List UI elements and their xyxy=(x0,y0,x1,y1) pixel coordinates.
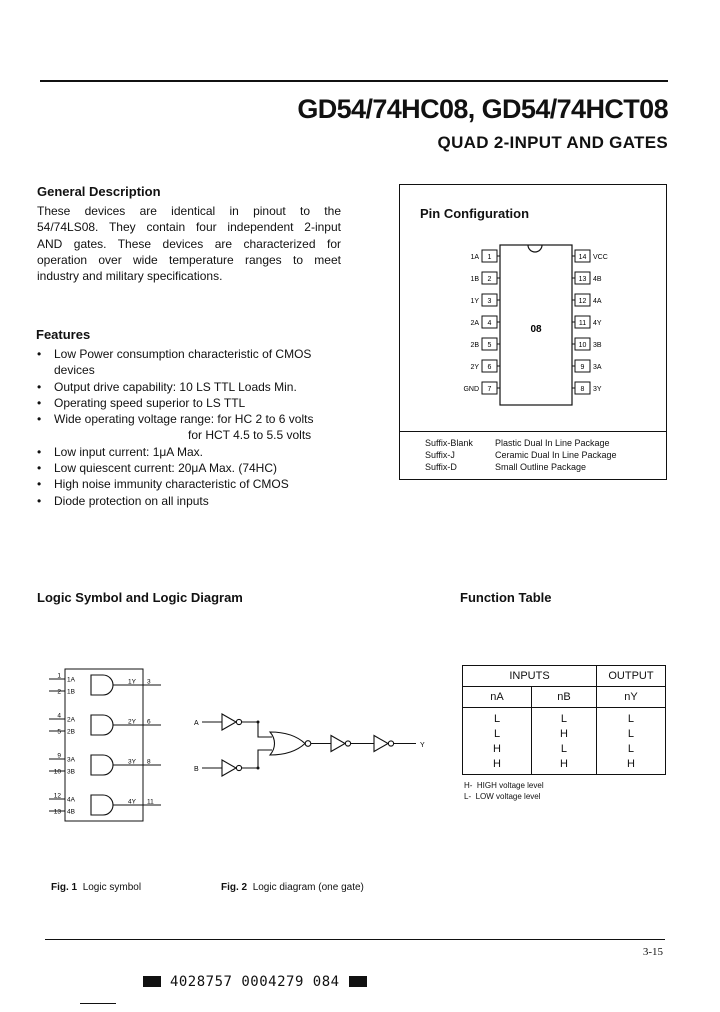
inverter-b-bubble xyxy=(236,765,241,770)
legend-high xyxy=(464,781,544,790)
output-label: 3Y xyxy=(128,758,136,766)
wire xyxy=(242,722,272,737)
and-gate xyxy=(91,795,113,815)
feature-item: • Low input current: 1μA Max. xyxy=(36,444,368,460)
input-label: 1B xyxy=(67,688,75,696)
legend-key: L- xyxy=(464,792,472,801)
column-na-values xyxy=(463,708,532,775)
feature-item-continuation: devices xyxy=(54,363,95,378)
table-cell: H xyxy=(560,758,568,770)
pin-label: 2Y xyxy=(470,364,479,371)
pin-number: 12 xyxy=(578,298,587,305)
output-pin-number: 3 xyxy=(147,678,151,686)
table-cell: H xyxy=(493,743,501,755)
suffix-code: Suffix-J xyxy=(425,450,455,460)
general-description-text xyxy=(37,203,341,284)
document-subtitle: QUAD 2-INPUT AND GATES xyxy=(437,133,668,152)
diagram-input-a-label: A xyxy=(194,720,199,727)
pin-label: 4A xyxy=(593,298,602,305)
logic-section-heading: Logic Symbol and Logic Diagram xyxy=(37,590,243,605)
output-label: 4Y xyxy=(128,798,136,806)
output-pin-number: 11 xyxy=(147,798,154,806)
input-pin-number: 1 xyxy=(57,672,61,680)
column-ny-values xyxy=(596,708,665,775)
pin-label: 2B xyxy=(470,342,479,349)
inverter-b xyxy=(222,760,236,776)
pin-number: 6 xyxy=(487,364,492,371)
input-label: 3B xyxy=(67,768,75,776)
logic-symbol xyxy=(45,664,170,826)
table-cell: H xyxy=(627,758,635,770)
output-group-header: OUTPUT xyxy=(596,666,665,687)
inputs-group-header: INPUTS xyxy=(463,666,597,687)
description-line: These devices are identical in pinout to the xyxy=(37,204,341,218)
figure-2-text: Logic diagram (one gate) xyxy=(252,882,364,893)
wire xyxy=(242,750,272,768)
general-description-heading: General Description xyxy=(37,184,161,199)
output-label: 1Y xyxy=(128,678,136,686)
output-label: 2Y xyxy=(128,718,136,726)
inverter-a-bubble xyxy=(236,719,241,724)
table-cell: L xyxy=(560,713,568,725)
figure-1-number: Fig. 1 xyxy=(51,882,78,893)
and-gate xyxy=(91,675,113,695)
suffix-codes xyxy=(425,437,473,473)
pin-number: 11 xyxy=(578,320,587,327)
column-header-na: nA xyxy=(463,687,532,708)
footer-rule xyxy=(45,939,665,940)
feature-item: • High noise immunity characteristic of CMOS xyxy=(36,476,368,492)
pin-label: GND xyxy=(463,386,479,393)
diagram-input-b-label: B xyxy=(194,766,199,773)
pin-number: 9 xyxy=(580,364,585,371)
suffix-code: Suffix-D xyxy=(425,462,457,472)
legend-text: LOW voltage level xyxy=(475,792,541,801)
header-rule xyxy=(40,80,668,82)
package-name: Small Outline Package xyxy=(495,462,587,472)
pin-number: 8 xyxy=(580,386,585,393)
pin-number: 7 xyxy=(487,386,492,393)
page-number: 3-15 xyxy=(642,946,663,958)
pin-number: 14 xyxy=(578,254,587,261)
barcode-block xyxy=(349,976,367,987)
pin-label: 1A xyxy=(470,254,479,261)
description-line: operation over wide temperature ranges to meet xyxy=(37,252,341,267)
legend-key: H- xyxy=(464,781,473,790)
inverter-1 xyxy=(331,736,345,752)
barcode-text: 4028757 0004279 084 xyxy=(169,974,340,990)
pin-label: 3Y xyxy=(593,386,602,393)
pin-label: 3B xyxy=(593,342,602,349)
column-header-ny: nY xyxy=(596,687,665,708)
feature-item: • Low Power consumption characteristic of CMOS xyxy=(36,346,368,362)
pin-configuration-heading: Pin Configuration xyxy=(420,206,530,221)
pin-number: 3 xyxy=(487,298,492,305)
table-body xyxy=(463,708,666,775)
feature-item: • Output drive capability: 10 LS TTL Loads Min. xyxy=(36,379,368,395)
input-pin-number: 10 xyxy=(53,768,61,776)
input-label: 4A xyxy=(67,796,75,804)
barcode-block xyxy=(143,976,161,987)
table-column-header xyxy=(463,687,666,708)
feature-item: • Low quiescent current: 20μA Max. (74HC) xyxy=(36,460,368,476)
pin-number: 5 xyxy=(487,342,492,349)
package-name: Plastic Dual In Line Package xyxy=(495,438,610,448)
feature-item: • Wide operating voltage range: for HC 2 to 6 volts xyxy=(36,411,368,427)
input-label: 4B xyxy=(67,808,75,816)
chip-label: 08 xyxy=(530,324,542,335)
input-pin-number: 4 xyxy=(57,712,61,720)
table-cell: L xyxy=(627,728,635,740)
feature-item: • Diode protection on all inputs xyxy=(36,493,368,509)
inverter-1-bubble xyxy=(345,741,350,746)
column-header-nb: nB xyxy=(532,687,597,708)
feature-item: • Operating speed superior to LS TTL xyxy=(36,395,368,411)
suffix-separator xyxy=(400,431,666,432)
inverter-2 xyxy=(374,736,388,752)
pin-number: 2 xyxy=(487,276,492,283)
package-name: Ceramic Dual In Line Package xyxy=(495,450,617,460)
function-table-heading: Function Table xyxy=(460,590,552,605)
inverter-a xyxy=(222,714,236,730)
logic-diagram xyxy=(190,705,435,780)
suffix-code: Suffix-Blank xyxy=(425,438,473,448)
junction-dot xyxy=(257,767,260,770)
and-gate xyxy=(91,715,113,735)
pin-label: 1B xyxy=(470,276,479,283)
inverter-2-bubble xyxy=(388,741,393,746)
figure-2-number: Fig. 2 xyxy=(221,882,248,893)
footer-mark xyxy=(80,1003,116,1004)
description-line: industry and military specifications. xyxy=(37,269,223,284)
pin-number: 1 xyxy=(487,254,492,261)
feature-item-continuation: for HCT 4.5 to 5.5 volts xyxy=(188,428,312,443)
input-pin-number: 12 xyxy=(53,792,61,800)
nor-gate-bubble xyxy=(305,741,311,747)
input-label: 1A xyxy=(67,676,75,684)
output-pin-number: 8 xyxy=(147,758,151,766)
suffix-packages xyxy=(495,437,617,473)
and-gate xyxy=(91,755,113,775)
dip-package-diagram xyxy=(440,240,640,410)
function-table xyxy=(462,665,666,775)
table-cell: L xyxy=(493,713,501,725)
figure-1-text: Logic symbol xyxy=(82,882,142,893)
pin-label: 4Y xyxy=(593,320,602,327)
figure-1-caption xyxy=(51,882,141,893)
legend-text: HIGH voltage level xyxy=(476,781,544,790)
description-line: 54/74LS08. They contain four independent 2-input xyxy=(37,220,341,235)
input-pin-number: 5 xyxy=(57,728,61,736)
pin-number: 10 xyxy=(578,342,587,349)
features-heading: Features xyxy=(36,327,91,342)
pin1-notch xyxy=(528,245,542,252)
input-label: 2A xyxy=(67,716,75,724)
table-cell: H xyxy=(493,758,501,770)
barcode-line xyxy=(143,974,367,990)
input-label: 3A xyxy=(67,756,75,764)
pin-number: 4 xyxy=(487,320,492,327)
output-pin-number: 6 xyxy=(147,718,151,726)
column-nb-values xyxy=(532,708,597,775)
table-cell: L xyxy=(627,743,635,755)
features-list xyxy=(36,346,368,509)
table-cell: L xyxy=(627,713,635,725)
nor-gate xyxy=(270,732,305,755)
junction-dot xyxy=(257,721,260,724)
input-pin-number: 9 xyxy=(57,752,61,760)
diagram-output-label: Y xyxy=(420,742,425,749)
document-title: GD54/74HC08, GD54/74HCT08 xyxy=(297,94,668,124)
input-pin-number: 2 xyxy=(57,688,61,696)
legend-low xyxy=(464,792,541,801)
pin-label: 4B xyxy=(593,276,602,283)
description-line: AND gates. These devices are characterized for xyxy=(37,236,341,251)
pin-label: 1Y xyxy=(470,298,479,305)
figure-2-caption xyxy=(221,882,364,893)
pin-label: VCC xyxy=(593,254,608,261)
pin-number: 13 xyxy=(578,276,587,283)
table-cell: L xyxy=(493,728,501,740)
table-group-header xyxy=(463,666,666,687)
pin-label: 2A xyxy=(470,320,479,327)
input-pin-number: 13 xyxy=(53,808,61,816)
pin-label: 3A xyxy=(593,364,602,371)
table-cell: H xyxy=(560,728,568,740)
table-cell: L xyxy=(560,743,568,755)
input-label: 2B xyxy=(67,728,75,736)
